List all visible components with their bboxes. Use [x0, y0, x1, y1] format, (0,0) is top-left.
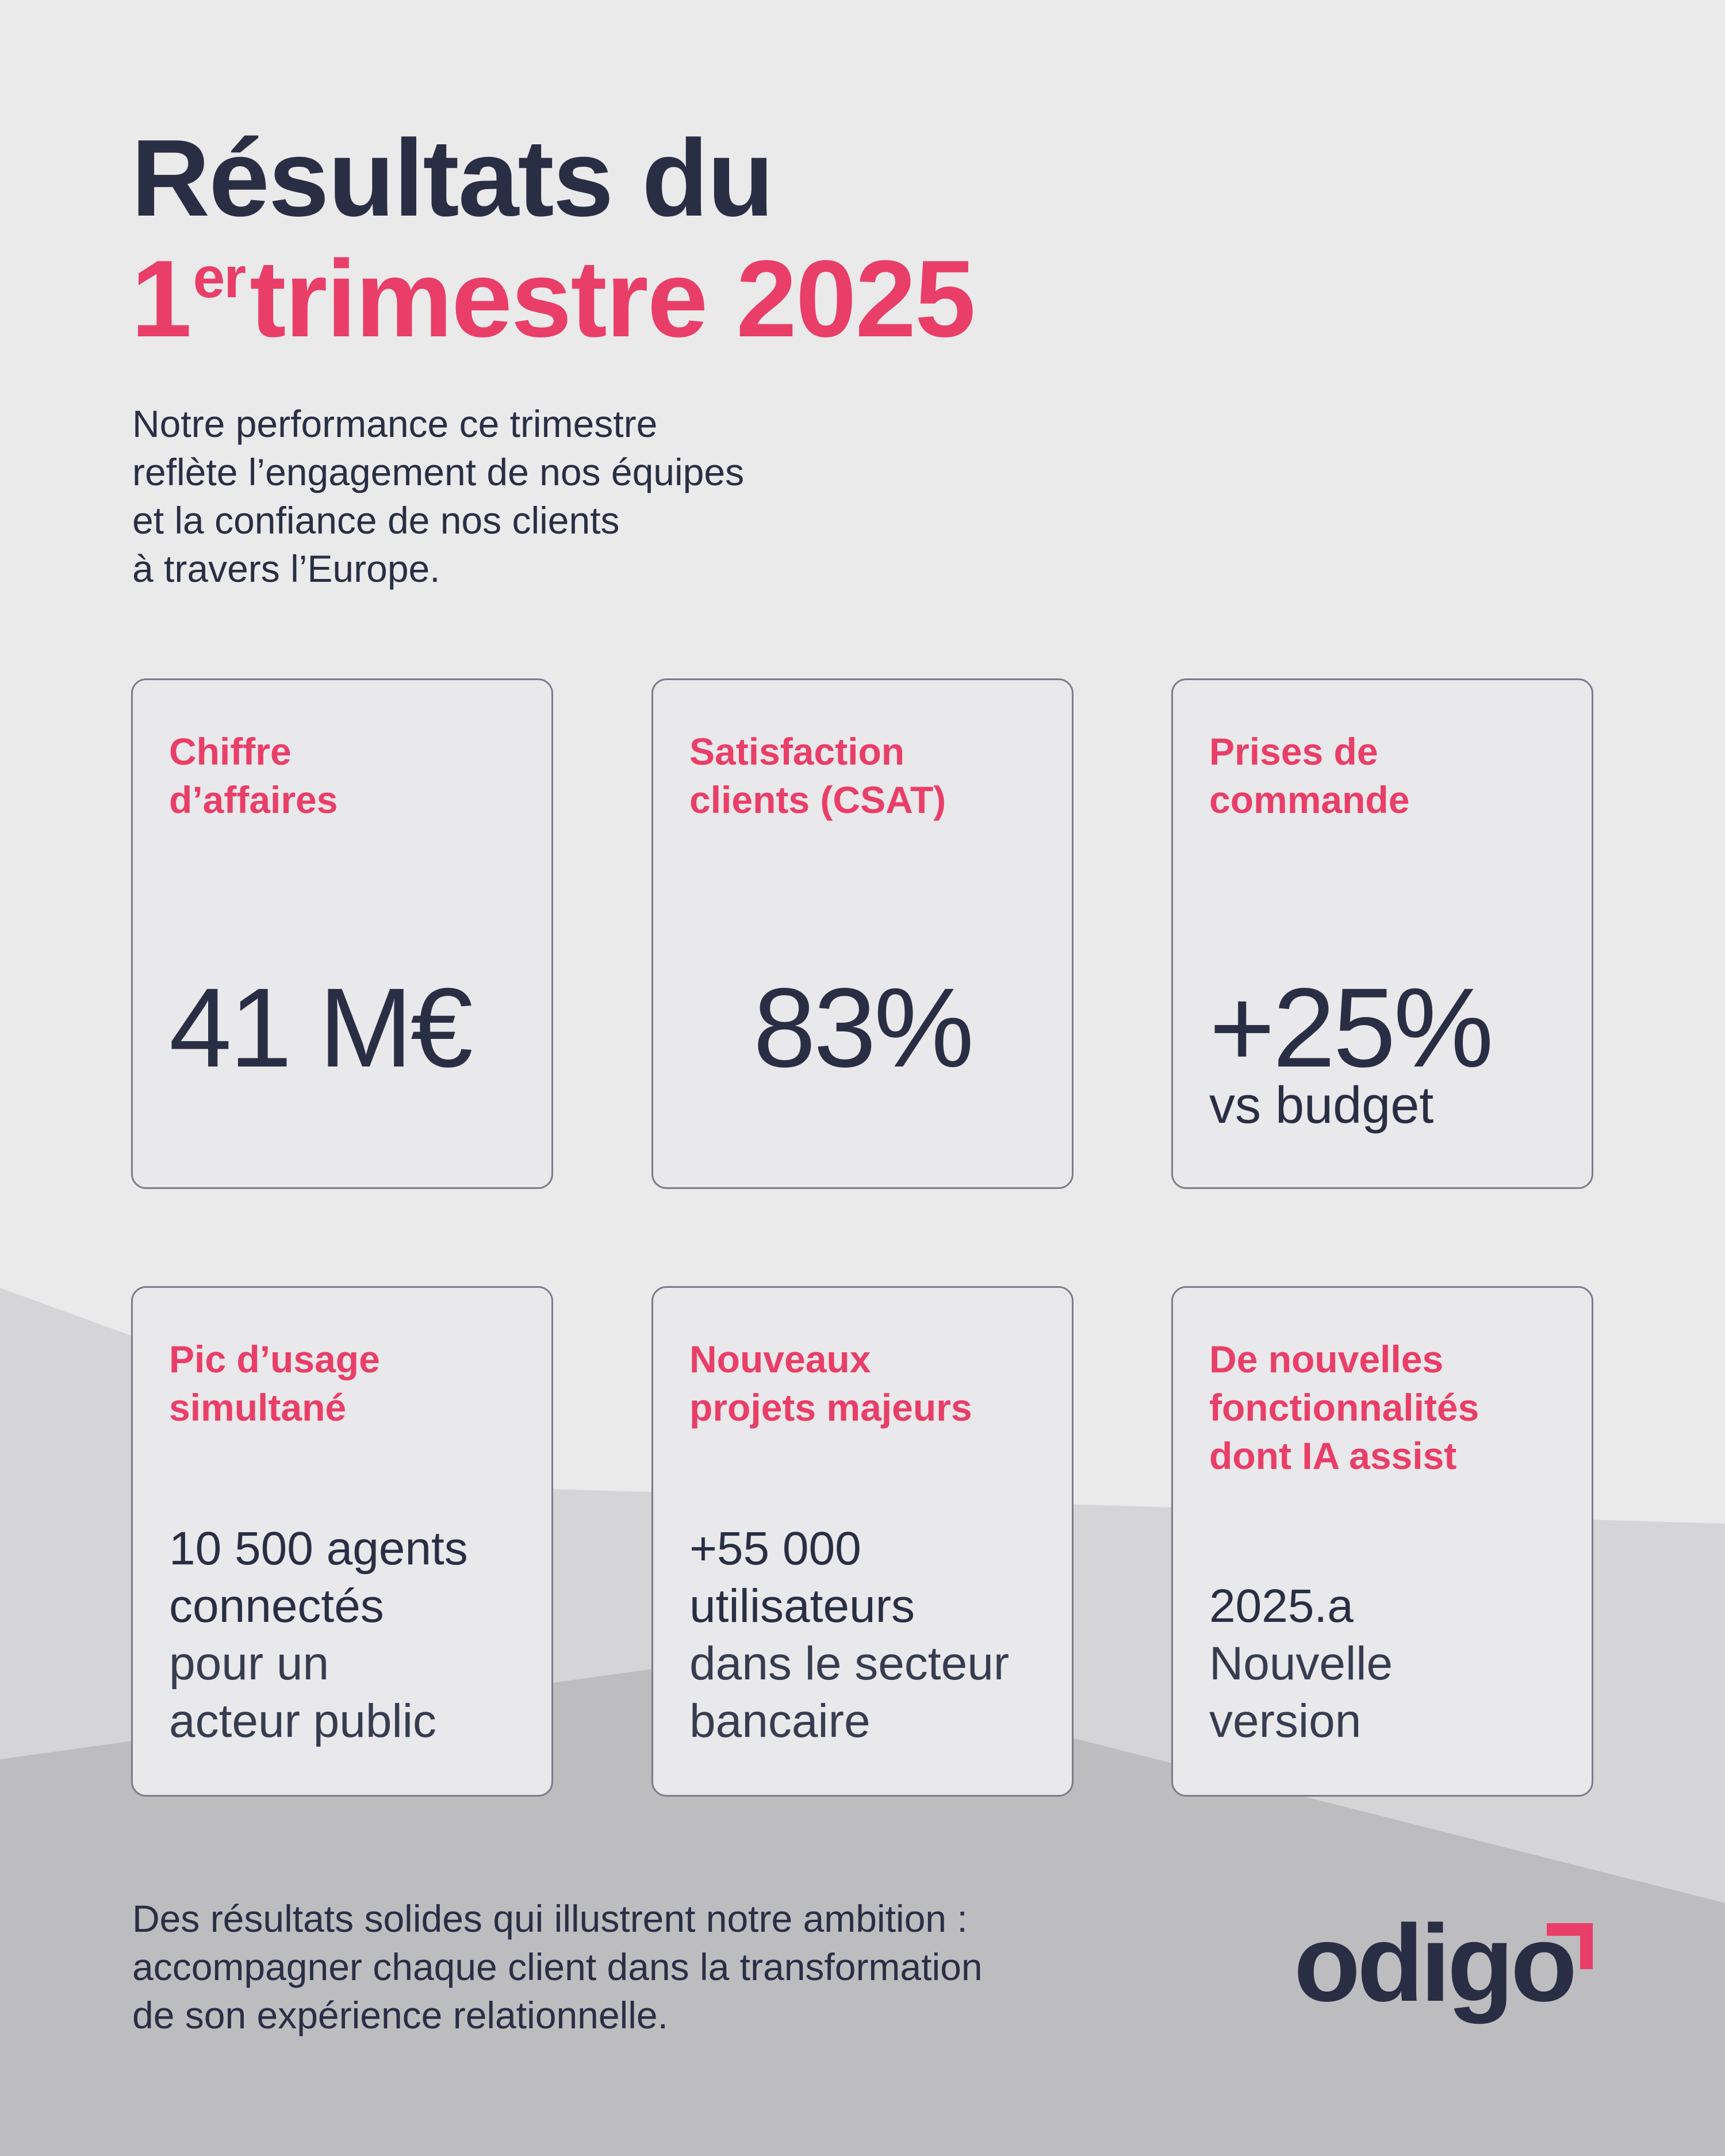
revenue-value: 41 M€ — [169, 965, 471, 1091]
value-line: dans le secteur — [689, 1637, 1010, 1690]
logo-wordmark: odigo — [1294, 1902, 1574, 2024]
card-peak-usage — [131, 1286, 553, 1797]
title-number: 1 — [131, 238, 191, 360]
card-label — [169, 1335, 537, 1432]
card-label-line: dont IA assist — [1209, 1434, 1457, 1477]
value-line: Nouvelle — [1209, 1637, 1393, 1690]
card-csat — [651, 678, 1074, 1189]
card-label — [689, 727, 1057, 824]
card-label — [1209, 1335, 1577, 1480]
card-label-line: Pic d’usage — [169, 1338, 380, 1380]
card-label-line: commande — [1209, 778, 1410, 821]
new-features-value — [1209, 1578, 1589, 1750]
card-label — [689, 1335, 1057, 1432]
value-line: bancaire — [689, 1695, 871, 1747]
card-new-projects — [651, 1286, 1074, 1797]
title-line-1: Résultats du — [131, 117, 773, 239]
card-label-line: Nouveaux — [689, 1338, 871, 1380]
orders-value: +25% — [1209, 965, 1492, 1091]
value-line: connectés — [169, 1580, 384, 1632]
title-rest: trimestre 2025 — [250, 238, 975, 360]
value-line: utilisateurs — [689, 1580, 915, 1632]
card-label-line: simultané — [169, 1386, 347, 1429]
card-label — [169, 727, 537, 824]
peak-usage-value — [169, 1520, 549, 1750]
title-line-2 — [131, 239, 975, 377]
footer-line: Des résultats solides qui illustrent notre ambition : — [132, 1897, 968, 1940]
value-line: acteur public — [169, 1695, 436, 1747]
value-line: pour un — [169, 1637, 329, 1690]
intro-line: à travers l’Europe. — [132, 547, 440, 590]
value-line: version — [1209, 1695, 1362, 1747]
value-line: 2025.a — [1209, 1580, 1354, 1632]
corner-arrow-icon — [1547, 1923, 1593, 1969]
card-label-line: clients (CSAT) — [689, 778, 946, 821]
card-label — [1209, 727, 1577, 824]
orders-subvalue: vs budget — [1209, 1077, 1434, 1134]
intro-line: et la confiance de nos clients — [132, 499, 620, 542]
card-label-line: De nouvelles — [1209, 1338, 1444, 1380]
new-projects-value — [689, 1520, 1069, 1750]
footer-text — [132, 1894, 1225, 2039]
card-label-line: Prises de — [1209, 730, 1378, 773]
title-superscript: er — [193, 245, 246, 310]
value-line: 10 500 agents — [169, 1522, 468, 1575]
card-label-line: Chiffre — [169, 730, 292, 773]
card-label-line: projets majeurs — [689, 1386, 972, 1429]
footer-line: de son expérience relationnelle. — [132, 1994, 668, 2036]
card-label-line: d’affaires — [169, 778, 338, 821]
intro-line: reflète l’engagement de nos équipes — [132, 451, 745, 493]
card-revenue — [131, 678, 553, 1189]
card-label-line: Satisfaction — [689, 730, 905, 773]
odigo-logo — [1294, 1902, 1593, 2032]
intro-line: Notre performance ce trimestre — [132, 402, 658, 445]
card-new-features — [1171, 1286, 1593, 1797]
card-orders — [1171, 678, 1593, 1189]
csat-value: 83% — [753, 965, 972, 1091]
value-line: +55 000 — [689, 1522, 861, 1575]
intro-paragraph — [132, 400, 937, 593]
card-label-line: fonctionnalités — [1209, 1386, 1479, 1429]
footer-line: accompagner chaque client dans la transformation — [132, 1946, 983, 1988]
page-title — [131, 118, 975, 377]
